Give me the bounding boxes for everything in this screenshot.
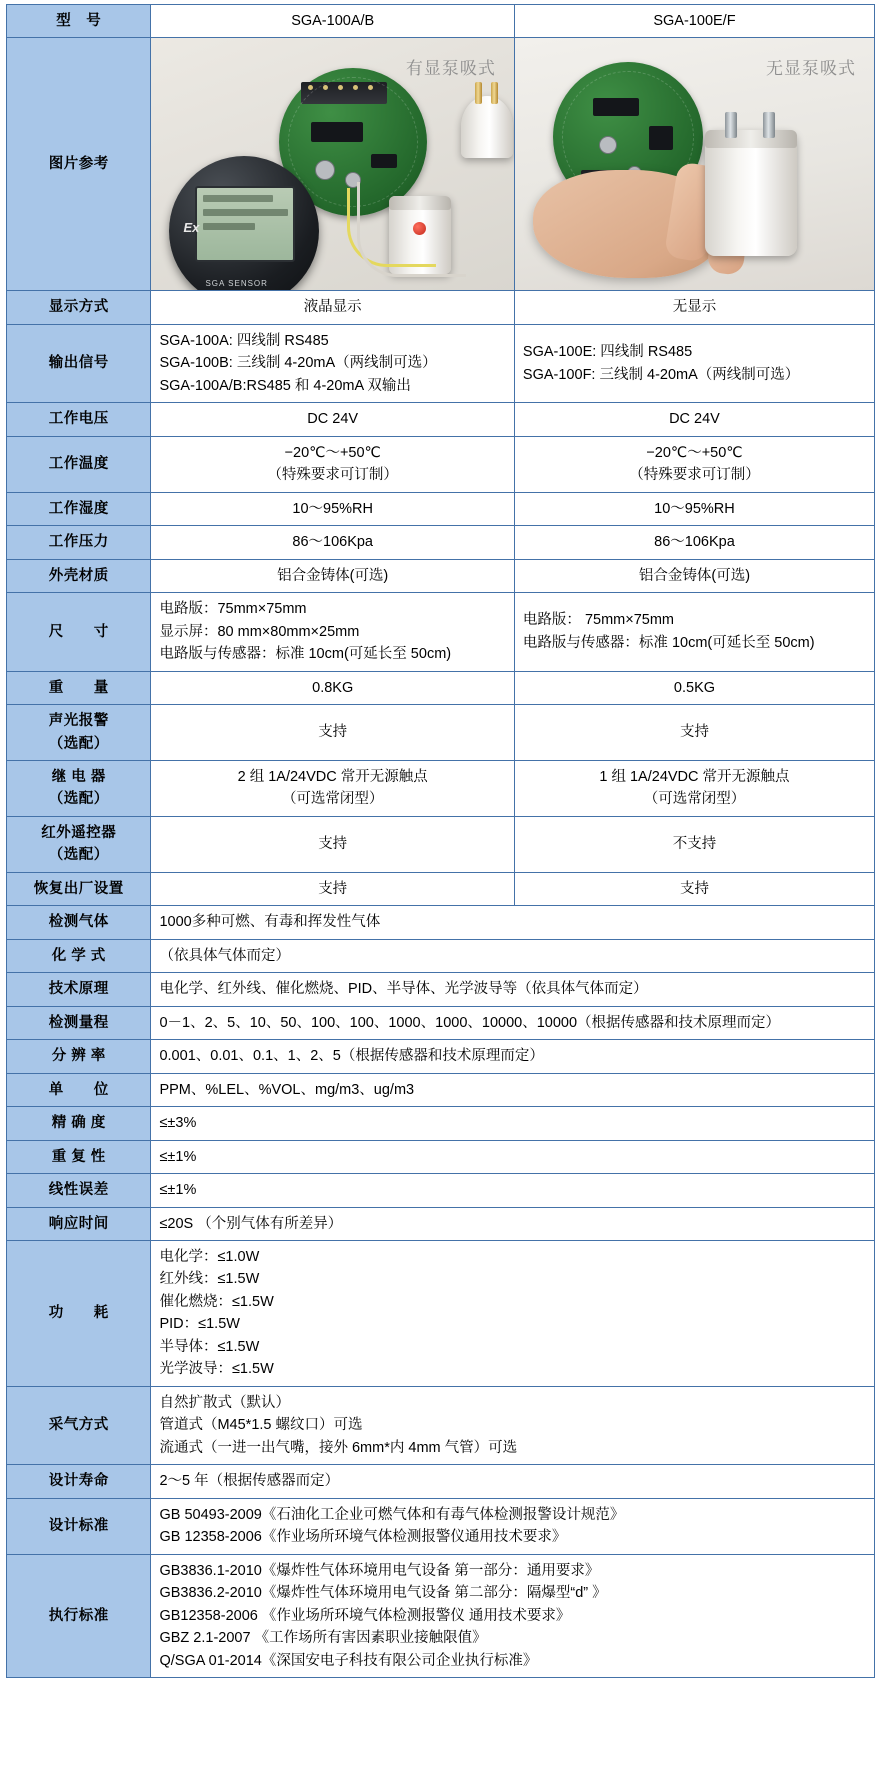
row-label: 工作湿度 [7,492,151,525]
lcd-screen-icon [195,186,295,262]
cell-line: −20℃～+50℃ [646,444,743,461]
row-label: 检测量程 [7,1006,151,1039]
cell-line: SGA-100F: 三线制 4-20mA（两线制可选） [522,366,800,383]
table-row [7,38,875,291]
row-label: 化 学 式 [7,939,151,972]
cell-line: 86～106Kpa [654,534,735,551]
row-value-a [151,526,514,559]
row-label: 精 确 度 [7,1107,151,1140]
row-value-b [514,403,874,436]
cell-line: 电路版：75mm×75mm [159,601,307,618]
row-value-a [151,436,514,492]
row-label: 图片参考 [7,38,151,291]
cell-line: GB 12358-2006《作业场所环境气体检测报警仪通用技术要求》 [159,1529,567,1546]
row-label: 工作电压 [7,403,151,436]
table-row [7,1386,875,1464]
row-value-a [151,760,514,816]
table-row [7,1174,875,1207]
product-photo-a [151,38,513,290]
cell-line: SGA-100A/B:RS485 和 4-20mA 双输出 [159,377,411,394]
row-label: 尺 寸 [7,593,151,671]
table-row [7,939,875,972]
row-value [151,1174,875,1207]
row-value-b [514,436,874,492]
cell-line: 支持 [679,880,709,897]
row-value-a [151,872,514,905]
cell-line: ≤±1% [159,1148,197,1165]
row-value-a [151,559,514,592]
table-row [7,906,875,939]
photo-caption-b: 无显泵吸式 [766,59,856,79]
row-value [151,1006,875,1039]
row-label: 功 耗 [7,1241,151,1387]
table-header-row [7,5,875,38]
cell-line: GB3836.1-2010《爆炸性气体环境用电气设备 第一部分：通用要求》 [159,1562,600,1579]
row-value [151,939,875,972]
cell-line: 电化学、红外线、催化燃烧、PID、半导体、光学波导等（依具体气体而定） [159,981,648,998]
cell-line: SGA-100B: 三线制 4-20mA（两线制可选） [159,355,437,372]
row-value-a [151,492,514,525]
header-model-label: 型 号 [7,5,151,38]
table-row [7,671,875,704]
row-label: 检测气体 [7,906,151,939]
cell-line: 0.5KG [673,679,716,696]
row-value [151,1241,875,1387]
row-value-a [151,593,514,671]
cell-line: 电路版： 75mm×75mm [522,612,674,629]
row-label: 声光报警 （选配） [7,705,151,761]
cell-line: 自然扩散式（默认） [159,1394,290,1411]
row-label: 工作压力 [7,526,151,559]
cell-line: 催化燃烧：≤1.5W [159,1293,274,1310]
row-value-b [514,593,874,671]
cell-line: ≤±3% [159,1115,197,1132]
header-model-b: SGA-100E/F [514,5,874,38]
row-value-b [514,526,874,559]
row-value [151,1073,875,1106]
row-value-a [151,705,514,761]
row-label: 恢复出厂设置 [7,872,151,905]
cell-line: 1000多种可燃、有毒和挥发性气体 [159,914,381,931]
row-label: 输出信号 [7,324,151,402]
photo-cell-b [514,38,874,291]
row-label: 继 电 器 （选配） [7,760,151,816]
wire-icon [357,182,466,277]
row-value [151,973,875,1006]
cell-line: GB12358-2006 《作业场所环境气体检测报警仪 通用技术要求》 [159,1607,571,1624]
row-label: 分 辨 率 [7,1040,151,1073]
cell-line: 电路版与传感器：标准 10cm(可延长至 50cm) [522,634,815,651]
specification-table [6,4,875,1678]
cell-line: 86～106Kpa [292,534,373,551]
table-row [7,593,875,671]
table-row [7,1140,875,1173]
row-value-a [151,324,514,402]
product-photo-b [515,38,874,290]
cell-line: GB3836.2-2010《爆炸性气体环境用电气设备 第二部分：隔爆型“d” 》 [159,1585,607,1602]
row-label: 单 位 [7,1073,151,1106]
row-label: 响应时间 [7,1207,151,1240]
cell-line: 支持 [318,880,348,897]
table-row [7,1006,875,1039]
row-label: 设计标准 [7,1498,151,1554]
table-body [7,5,875,1678]
cell-line: ≤±1% [159,1182,197,1199]
cell-line: 10～95%RH [292,500,373,517]
row-value-a [151,403,514,436]
row-value [151,1465,875,1498]
cell-line: 管道式（M45*1.5 螺纹口）可选 [159,1417,363,1434]
row-value [151,1207,875,1240]
cell-line: 电化学：≤1.0W [159,1249,260,1265]
row-value-b [514,872,874,905]
table-row [7,492,875,525]
cell-line: 红外线：≤1.5W [159,1271,260,1288]
table-row [7,760,875,816]
row-value [151,1554,875,1677]
row-value-b [514,559,874,592]
cell-line: 支持 [318,724,348,741]
table-row [7,436,875,492]
cell-line: 支持 [679,724,709,741]
row-value-a [151,291,514,324]
row-label: 采气方式 [7,1386,151,1464]
display-head-icon: Ex SGA SENSOR [169,156,319,290]
table-row [7,973,875,1006]
row-value [151,1040,875,1073]
row-value-a [151,816,514,872]
cell-line: 电路版与传感器：标准 10cm(可延长至 50cm) [159,646,452,663]
photo-cell-a [151,38,514,291]
cell-line: 2～5 年（根据传感器而定） [159,1473,340,1490]
table-row [7,1241,875,1387]
cell-line: Q/SGA 01-2014《深国安电子科技有限公司企业执行标准》 [159,1652,538,1669]
row-label: 显示方式 [7,291,151,324]
cell-line: 铝合金铸体(可选) [277,567,389,584]
cell-line: 半导体：≤1.5W [159,1338,260,1355]
row-label: 设计寿命 [7,1465,151,1498]
cell-line: DC 24V [669,411,720,428]
cell-line: （可选常闭型） [281,791,384,808]
row-label: 外壳材质 [7,559,151,592]
row-value-b [514,324,874,402]
cell-line: 无显示 [672,299,717,316]
cell-line: 不支持 [672,836,717,853]
row-value-b [514,705,874,761]
table-row [7,816,875,872]
row-value [151,1498,875,1554]
table-row [7,1498,875,1554]
cell-line: PPM、%LEL、%VOL、mg/m3、ug/m3 [159,1081,415,1098]
sensor-body-icon [705,130,797,256]
cell-line: 显示屏：80 mm×80mm×25mm [159,623,360,640]
cell-line: 支持 [318,836,348,853]
row-value-b [514,291,874,324]
row-value-a [151,671,514,704]
photo-caption-a: 有显泵吸式 [405,59,496,79]
cell-line: 1 组 1A/24VDC 常开无源触点 [599,768,790,785]
row-value-b [514,492,874,525]
row-value-b [514,760,874,816]
cell-line: GBZ 2.1-2007 《工作场所有害因素职业接触限值》 [159,1630,487,1647]
cell-line: 0.001、0.01、0.1、1、2、5（根据传感器和技术原理而定） [159,1048,544,1065]
table-row [7,1107,875,1140]
row-label: 技术原理 [7,973,151,1006]
row-value-b [514,816,874,872]
cell-line: PID：≤1.5W [159,1316,240,1333]
table-row [7,1207,875,1240]
row-value [151,1386,875,1464]
sensor-cap-icon [461,96,513,158]
cell-line: （特殊要求可订制） [629,467,760,484]
table-row [7,1073,875,1106]
cell-line: −20℃～+50℃ [284,444,381,461]
cell-line: 液晶显示 [303,299,362,316]
cell-line: 0.8KG [312,679,354,696]
row-value [151,1107,875,1140]
table-row [7,705,875,761]
cell-line: 铝合金铸体(可选) [638,567,751,584]
cell-line: （依具体气体而定） [159,947,290,964]
cell-line: SGA-100A: 四线制 RS485 [159,332,329,349]
cell-line: SGA-100E: 四线制 RS485 [522,344,693,361]
table-row [7,1554,875,1677]
table-row [7,559,875,592]
row-label: 执行标准 [7,1554,151,1677]
row-value [151,906,875,939]
table-row [7,526,875,559]
row-label: 线性误差 [7,1174,151,1207]
cell-line: 流通式（一进一出气嘴，接外 6mm*内 4mm 气管）可选 [159,1439,518,1456]
row-value [151,1140,875,1173]
table-row [7,291,875,324]
cell-line: 0－1、2、5、10、50、100、100、1000、1000、10000、10000（根据传感器和技术原理而定） [159,1014,781,1031]
cell-line: 2 组 1A/24VDC 常开无源触点 [237,768,428,785]
cell-line: （特殊要求可订制） [267,467,398,484]
row-label: 红外遥控器 （选配） [7,816,151,872]
cell-line: （可选常闭型） [643,791,746,808]
row-label: 重 量 [7,671,151,704]
table-row [7,1040,875,1073]
header-model-a: SGA-100A/B [151,5,514,38]
row-label: 工作温度 [7,436,151,492]
cell-line: ≤20S （个别气体有所差异） [159,1215,343,1232]
table-row [7,1465,875,1498]
terminal-block-icon [301,82,387,104]
table-row [7,324,875,402]
cell-line: 10～95%RH [654,500,735,517]
cell-line: DC 24V [307,411,359,428]
table-row [7,872,875,905]
table-row [7,403,875,436]
row-label: 重 复 性 [7,1140,151,1173]
row-value-b [514,671,874,704]
cell-line: GB 50493-2009《石油化工企业可燃气体和有毒气体检测报警设计规范》 [159,1506,625,1523]
cell-line: 光学波导：≤1.5W [159,1361,274,1378]
